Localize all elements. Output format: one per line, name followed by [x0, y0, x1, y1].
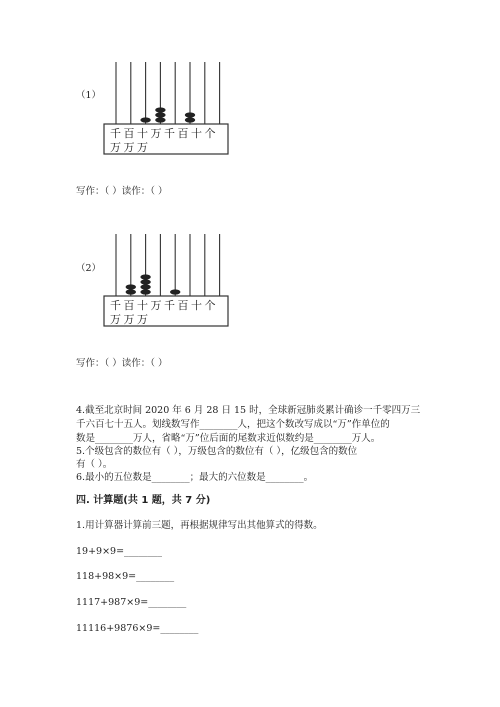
- abacus-2-place-labels-bottom: [110, 313, 151, 326]
- abacus-1-place-labels-bottom: [110, 141, 151, 154]
- abacus-2-place-label-4: 万: [150, 299, 164, 312]
- abacus-2-bead: [126, 284, 136, 289]
- abacus-2-place-unit-2: 万: [123, 313, 137, 326]
- abacus-1-bead: [140, 117, 150, 122]
- abacus-2-answer-line: 写作：（ ）读作：（ ）: [76, 358, 168, 369]
- abacus-1-place-unit-3: 万: [137, 141, 151, 154]
- abacus-2-place-labels-top: [110, 299, 218, 312]
- q5-line-1: 5.个级包含的数位有（ ），万级包含的数位有（ ），亿级包含的数位: [76, 446, 358, 457]
- abacus-2-bead: [140, 289, 150, 294]
- abacus-1-place-unit-1: 万: [110, 141, 124, 154]
- abacus-1-place-label-6: 百: [177, 127, 191, 140]
- abacus-1-place-labels-top: [110, 127, 218, 140]
- abacus-1-place-label-5: 千: [164, 127, 178, 140]
- calc-problem-2: 118+98×9=________: [76, 571, 175, 582]
- abacus-2-place-unit-1: 万: [110, 313, 124, 326]
- calc-problem-1: 19+9×9=________: [76, 546, 163, 557]
- abacus-2-place-label-6: 百: [177, 299, 191, 312]
- abacus-2-place-label-5: 千: [164, 299, 178, 312]
- abacus-1-bead: [155, 107, 165, 112]
- abacus-2-place-unit-3: 万: [137, 313, 151, 326]
- abacus-1-place-label-7: 十: [191, 127, 205, 140]
- abacus-1-place-label-1: 千: [110, 127, 124, 140]
- q4-line-3: 数是________万人，省略“万”位后面的尾数求近似数约是________万人。: [76, 433, 381, 444]
- abacus-1-bead: [155, 112, 165, 117]
- abacus-2-place-label-1: 千: [110, 299, 124, 312]
- section-4-heading: 四. 计算题(共 1 题，共 7 分): [76, 495, 211, 506]
- q4-line-2: 千六百七十五人。划线数写作________人，把这个数改写成以“万”作单位的: [76, 419, 390, 430]
- abacus-1-place-label-2: 百: [123, 127, 137, 140]
- abacus-1-bead: [155, 117, 165, 122]
- abacus-1-place-label-4: 万: [150, 127, 164, 140]
- abacus-1-label: （1）: [76, 90, 102, 101]
- calc-problem-4: 11116+9876×9=________: [76, 623, 199, 634]
- abacus-1-place-label-3: 十: [137, 127, 151, 140]
- abacus-2-bead: [140, 274, 150, 279]
- abacus-1-place-unit-2: 万: [123, 141, 137, 154]
- calc-problem-3: 1117+987×9=________: [76, 597, 187, 608]
- abacus-2-bead: [170, 289, 180, 294]
- q4-line-1: 4.截至北京时间 2020 年 6 月 28 日 15 时，全球新冠肺炎累计确诊一千零四万三: [76, 405, 421, 416]
- q6-line-1: 6.最小的五位数是________；最大的六位数是________。: [76, 472, 314, 483]
- abacus-2-bead: [126, 289, 136, 294]
- q5-line-2: 有（ ）。: [76, 459, 113, 470]
- abacus-1-place-label-8: 个: [204, 127, 218, 140]
- abacus-1-bead: [185, 117, 195, 122]
- abacus-1-bead: [185, 112, 195, 117]
- abacus-2-bead: [140, 279, 150, 284]
- abacus-2-place-label-3: 十: [137, 299, 151, 312]
- abacus-2-place-label-2: 百: [123, 299, 137, 312]
- abacus-2-place-label-7: 十: [191, 299, 205, 312]
- abacus-2-place-label-8: 个: [204, 299, 218, 312]
- abacus-2-bead: [140, 284, 150, 289]
- abacus-1-answer-line: 写作：（ ）读作：（ ）: [76, 186, 168, 197]
- section-4-instruction: 1.用计算器计算前三题，再根据规律写出其他算式的得数。: [76, 520, 323, 531]
- abacus-2-label: （2）: [76, 263, 102, 274]
